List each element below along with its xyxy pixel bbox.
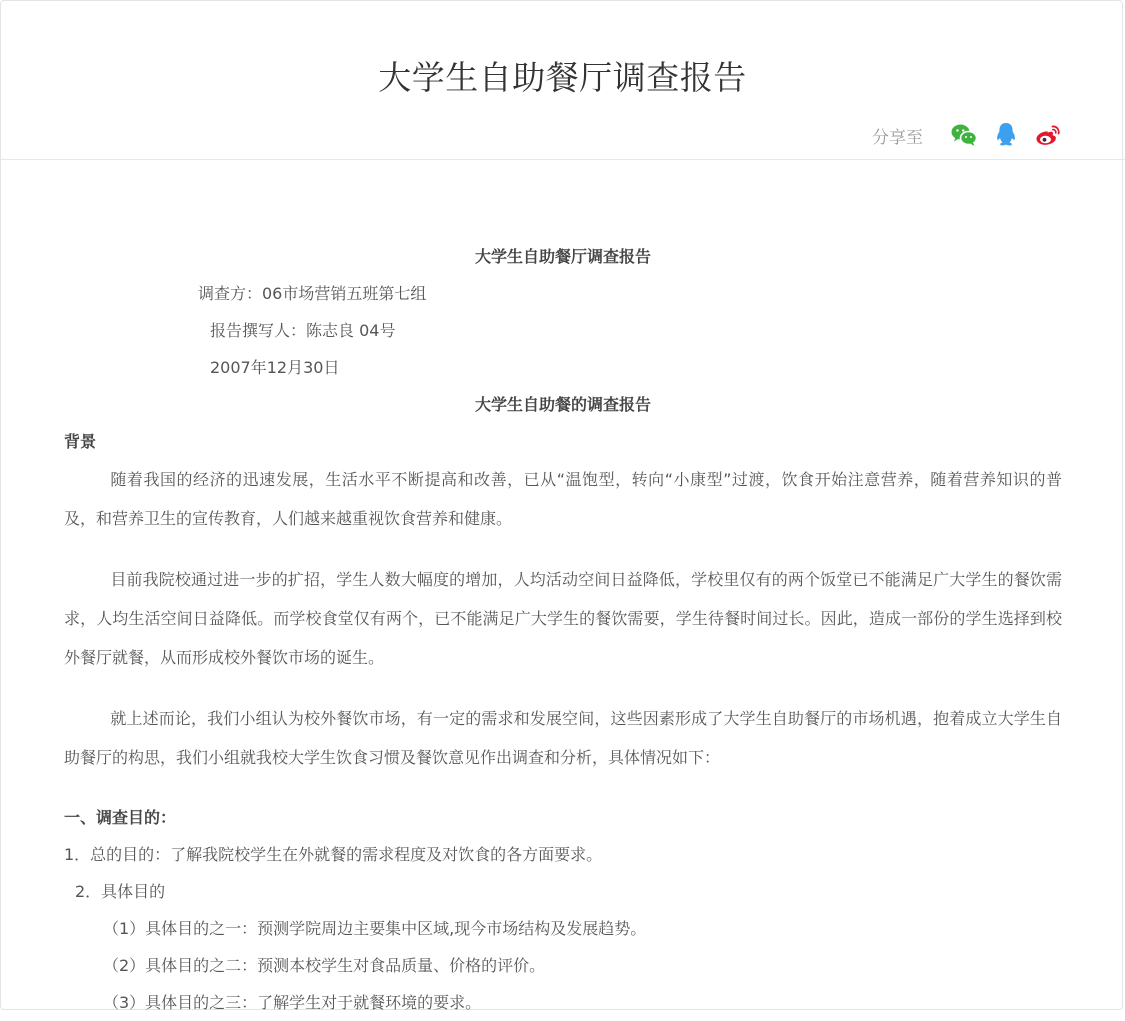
- paragraph: 目前我院校通过进一步的扩招，学生人数大幅度的增加，人均活动空间日益降低，学校里仅有的两个饭堂已不能满足广大学生的餐饮需求，人均生活空间日益降低。而学校食堂仅有两个，已不能满足广大学生的餐饮需要，学生待餐时间过长。因此，造成一部份的学生选择到校外餐厅就餐，从而形成校外餐饮市场的诞生。: [64, 570, 1062, 667]
- background-title: 背景: [64, 432, 97, 451]
- investigator-line: 调查方：06市场营销五班第七组: [198, 284, 427, 303]
- page-header: [0, 0, 1125, 160]
- goal-specific: 2．具体目的: [75, 882, 166, 901]
- article-subheading: 大学生自助餐的调查报告: [474, 395, 651, 414]
- goal-overall: 1．总的目的：了解我院校学生在外就餐的需求程度及对饮食的各方面要求。: [64, 845, 603, 864]
- paragraph-spacer: [64, 538, 1062, 560]
- wechat-icon: [949, 120, 979, 150]
- share-bar: [872, 120, 1063, 150]
- goal-item: （1）具体目的之一：预测学院周边主要集中区域,现今市场结构及发展趋势。: [103, 919, 647, 938]
- share-qq-button[interactable]: [991, 120, 1021, 150]
- date-line: 2007年12月30日: [210, 358, 340, 377]
- goal-item: （2）具体目的之二：预测本校学生对食品质量、价格的评价。: [103, 956, 546, 975]
- paragraph: 就上述而论，我们小组认为校外餐饮市场，有一定的需求和发展空间，这些因素形成了大学生自助餐厅的市场机遇，抱着成立大学生自助餐厅的构思，我们小组就我校大学生饮食习惯及餐饮意见作出调查和分析，具体情况如下：: [64, 709, 1062, 767]
- share-wechat-button[interactable]: [949, 120, 979, 150]
- paragraph-spacer: [64, 677, 1062, 699]
- writer-line: 报告撰写人：陈志良 04号: [210, 321, 396, 340]
- page-title: 大学生自助餐厅调查报告: [378, 58, 747, 97]
- article-heading: 大学生自助餐厅调查报告: [474, 247, 651, 266]
- qq-icon: [991, 120, 1021, 150]
- weibo-icon: [1033, 120, 1063, 150]
- paragraph-spacer: [64, 777, 1062, 799]
- share-weibo-button[interactable]: [1033, 120, 1063, 150]
- goal-item: （3）具体目的之三：了解学生对于就餐环境的要求。: [103, 993, 482, 1012]
- share-label: 分享至: [872, 127, 923, 148]
- section-title: 一、调查目的：: [64, 808, 177, 827]
- article-body: [64, 238, 1062, 1021]
- paragraph: 随着我国的经济的迅速发展，生活水平不断提高和改善，已从“温饱型，转向“小康型”过渡，饮食开始注意营养，随着营养知识的普及，和营养卫生的宣传教育，人们越来越重视饮食营养和健康。: [64, 470, 1062, 528]
